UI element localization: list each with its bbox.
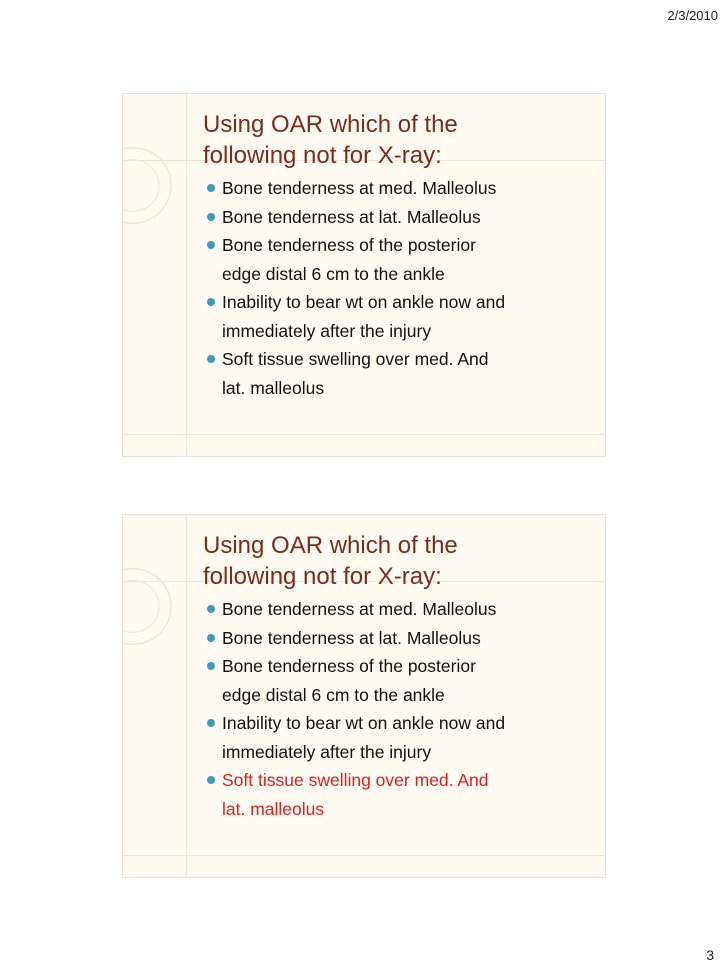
bullet-item — [203, 345, 603, 402]
bullet-text-continuation: edge distal 6 cm to the ankle — [222, 263, 445, 284]
slide-vertical-rule — [186, 94, 187, 456]
bullet-text: Bone tenderness at lat. Malleolus — [222, 206, 481, 227]
bullet-item — [203, 595, 603, 624]
bullet-dot-icon — [207, 719, 215, 727]
slide-1 — [122, 93, 606, 457]
bullet-item — [203, 709, 603, 766]
bullet-list — [203, 174, 603, 402]
slide-vertical-rule — [186, 515, 187, 877]
bullet-text-continuation: lat. malleolus — [222, 798, 325, 819]
bullet-text-continuation: lat. malleolus — [222, 377, 325, 398]
bullet-dot-icon — [207, 776, 215, 784]
bullet-item — [203, 652, 603, 709]
bullet-text: Soft tissue swelling over med. And — [222, 770, 489, 790]
slide-2 — [122, 514, 606, 878]
bullet-text: Bone tenderness at med. Malleolus — [222, 178, 497, 198]
bullet-dot-icon — [207, 662, 215, 670]
bullet-item — [203, 231, 603, 288]
bullet-item — [203, 288, 603, 345]
bullet-text-continuation: immediately after the injury — [222, 741, 432, 762]
slide-horizontal-rule — [123, 434, 605, 435]
bullet-text: Bone tenderness at med. Malleolus — [222, 599, 497, 619]
slide-decoration — [123, 515, 213, 877]
bullet-text-continuation: immediately after the injury — [222, 320, 432, 341]
bullet-item — [203, 624, 603, 653]
bullet-text: Bone tenderness of the posterior — [222, 656, 476, 676]
slide-title — [203, 109, 593, 171]
slide-title-line: Using OAR which of the — [203, 532, 458, 559]
bullet-text: Bone tenderness at lat. Malleolus — [222, 627, 481, 648]
bullet-item — [203, 203, 603, 232]
slide-title-line: Using OAR which of the — [203, 111, 458, 138]
bullet-dot-icon — [207, 298, 215, 306]
bullet-text: Inability to bear wt on ankle now and — [222, 292, 506, 312]
bullet-text-continuation: edge distal 6 cm to the ankle — [222, 684, 445, 705]
bullet-text: Soft tissue swelling over med. And — [222, 349, 489, 369]
bullet-list — [203, 595, 603, 823]
bullet-dot-icon — [207, 213, 215, 221]
bullet-dot-icon — [207, 634, 215, 642]
slide-title-line: following not for X-ray: — [203, 142, 442, 169]
slide-title-line: following not for X-ray: — [203, 563, 442, 590]
slide-decoration — [123, 94, 213, 456]
bullet-dot-icon — [207, 184, 215, 192]
bullet-item-highlighted — [203, 766, 603, 823]
bullet-dot-icon — [207, 605, 215, 613]
page-number: 3 — [706, 947, 714, 963]
slide-horizontal-rule — [123, 855, 605, 856]
header-date: 2/3/2010 — [667, 8, 718, 23]
slide-title — [203, 530, 593, 592]
bullet-dot-icon — [207, 355, 215, 363]
bullet-text: Bone tenderness of the posterior — [222, 235, 476, 255]
bullet-dot-icon — [207, 241, 215, 249]
bullet-text: Inability to bear wt on ankle now and — [222, 713, 506, 733]
bullet-item — [203, 174, 603, 203]
